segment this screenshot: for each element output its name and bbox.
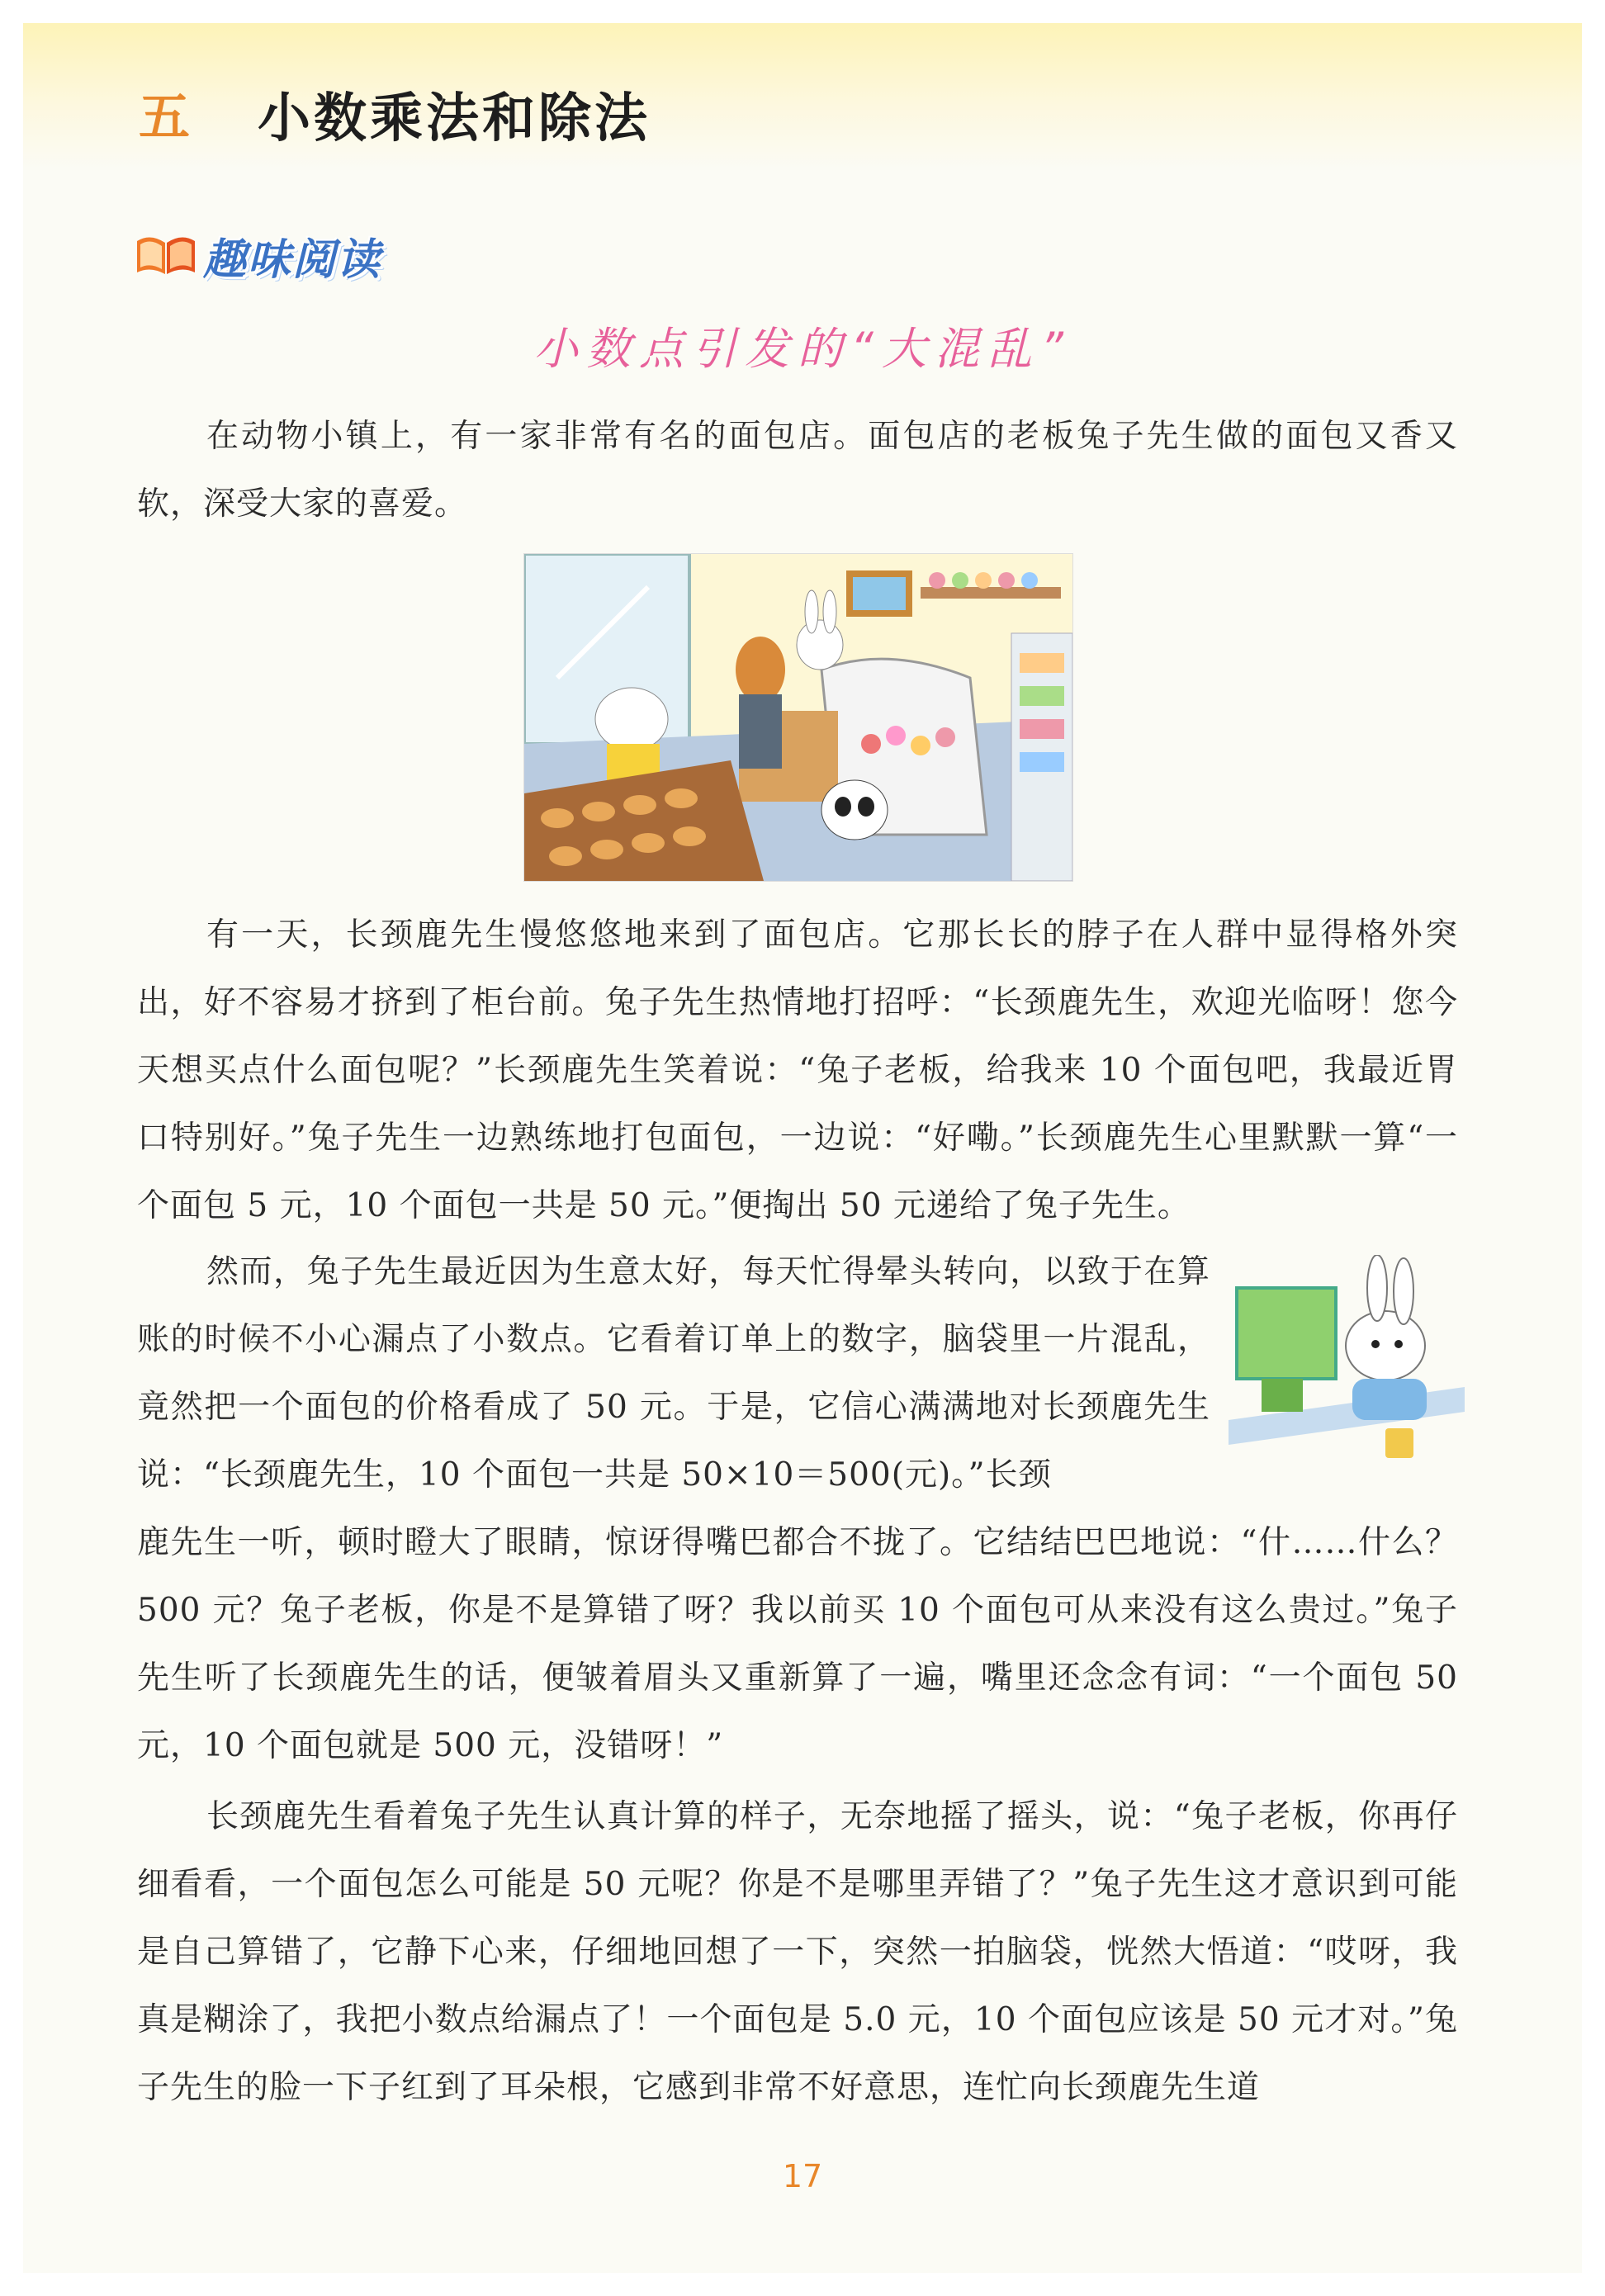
chapter-title: 小数乘法和除法 bbox=[258, 88, 651, 149]
story-paragraph-2: 有一天，长颈鹿先生慢悠悠地来到了面包店。它那长长的脖子在人群中显得格外突出，好不容易才挤到了柜台前。兔子先生热情地打招呼：“长颈鹿先生，欢迎光临呀！您今天想买点什么面包呢？”长颈鹿先生笑着说：“兔子老板，给我来 10 个面包吧，我最近胃口特别好。”兔子先生一边熟练地打包面包，一边说：“好嘞。”长颈鹿先生心里默默一算“一个面包 5 元，10 个面包一共是 50 元。”便掏出 50 元递给了兔子先生。 bbox=[137, 916, 1458, 1224]
chapter-number: 五 bbox=[139, 87, 191, 147]
section-tag bbox=[134, 221, 406, 286]
bakery-illustration bbox=[523, 553, 1073, 882]
story-paragraph-5: 长颈鹿先生看着兔子先生认真计算的样子，无奈地摇了摇头，说：“兔子老板，你再仔细看看，一个面包怎么可能是 50 元呢？你是不是哪里弄错了？”兔子先生这才意识到可能是自己算错了，它静下心来，仔细地回想了一下，突然一拍脑袋，恍然大悟道：“哎呀，我真是糊涂了，我把小数点给漏点了！一个面包是 5.0 元，10 个面包应该是 50 元才对。”兔子先生的脸一下子红到了耳朵根，它感到非常不好意思，连忙向长颈鹿先生道 bbox=[137, 1798, 1458, 2106]
story-paragraph-1: 在动物小镇上，有一家非常有名的面包店。面包店的老板兔子先生做的面包又香又软，深受大家的喜爱。 bbox=[137, 418, 1458, 523]
story-title: 小数点引发的“大混乱” bbox=[533, 323, 1072, 375]
page-number: 17 bbox=[782, 2158, 823, 2194]
section-label: 趣味阅读 bbox=[203, 235, 382, 285]
book-icon bbox=[134, 230, 198, 277]
rabbit-computer-illustration bbox=[1229, 1255, 1465, 1470]
story-paragraph-3: 然而，兔子先生最近因为生意太好，每天忙得晕头转向，以致于在算账的时候不小心漏点了小数点。它看着订单上的数字，脑袋里一片混乱，竟然把一个面包的价格看成了 50 元。于是，它信心满满地对长颈鹿先生说：“长颈鹿先生，10 个面包一共是 50×10＝500(元)。”长颈 bbox=[137, 1253, 1210, 1494]
story-paragraph-4: 鹿先生一听，顿时瞪大了眼睛，惊讶得嘴巴都合不拢了。它结结巴巴地说：“什……什么？500 元？兔子老板，你是不是算错了呀？我以前买 10 个面包可从来没有这么贵过。”兔子先生听了长颈鹿先生的话，便皱着眉头又重新算了一遍，嘴里还念念有词：“一个面包 50 元，10 个面包就是 500 元，没错呀！” bbox=[137, 1524, 1458, 1764]
